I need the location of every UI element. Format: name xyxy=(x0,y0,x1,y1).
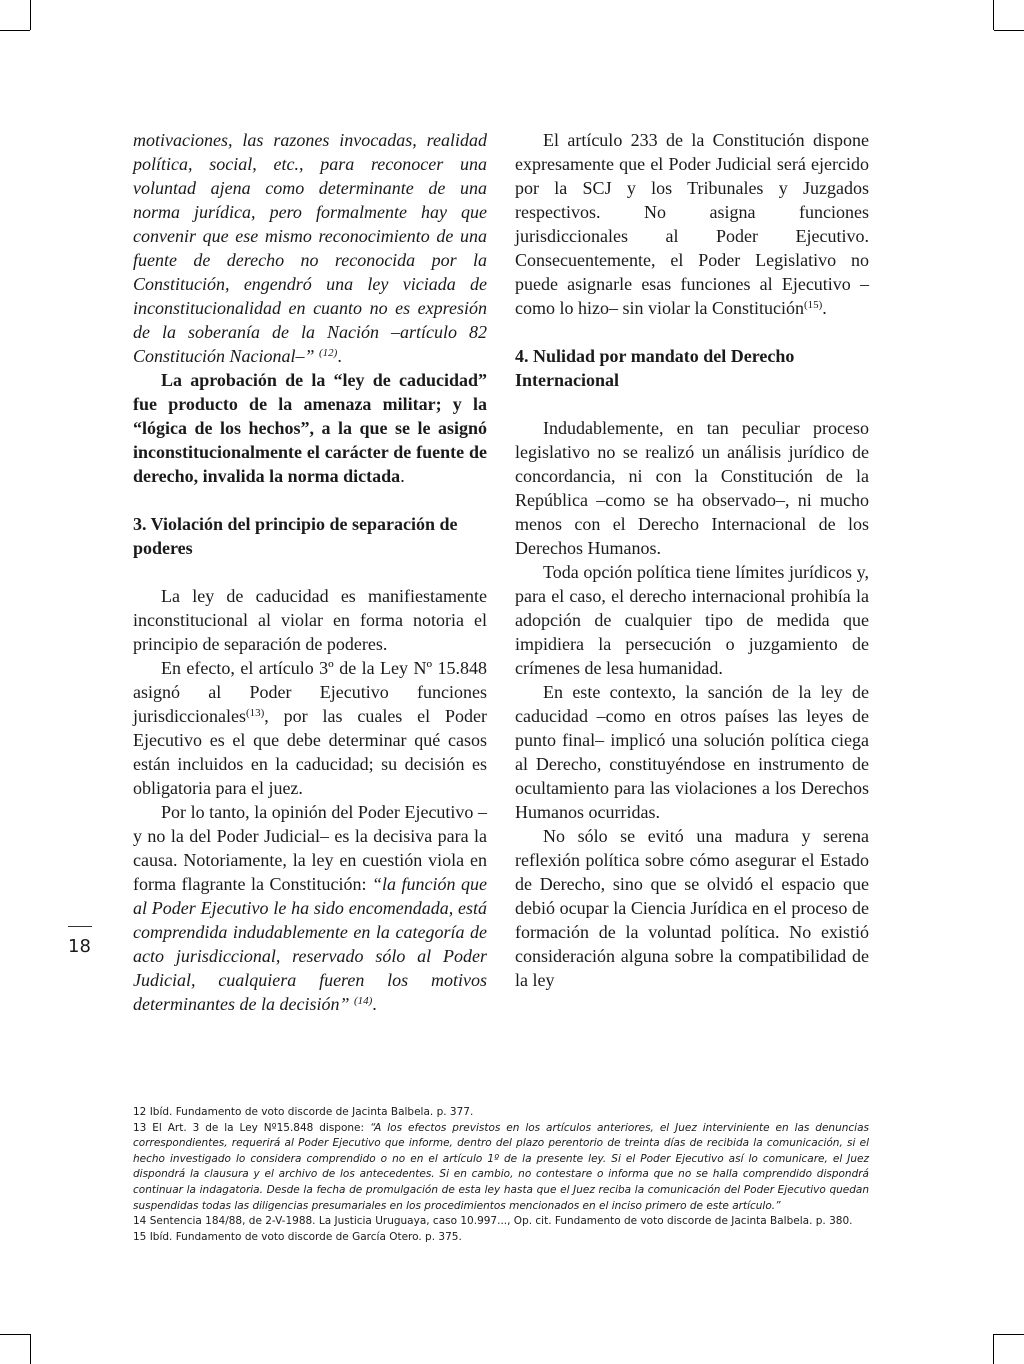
punct: . xyxy=(822,298,827,318)
text: Por lo tanto, la opinión del Poder Ejecutivo –y no la del Poder Judicial– es la decisiva para la causa. Notoriamente, la ley en cuestión viola en forma flagrante la Constitución: xyxy=(133,802,487,894)
section-heading: 3. Violación del principio de separación de poderes xyxy=(133,514,458,558)
punct: . xyxy=(372,994,377,1014)
quote-text: “la función que al Poder Ejecutivo le ha sido encomendada, está comprendida indudablemente en la categoría de acto jurisdiccional, reservado sólo al Poder Judicial, cualquiera fueren los motivos determinantes de la decisión” xyxy=(133,874,487,1014)
right-column xyxy=(515,128,869,992)
quote-text: motivaciones, las razones invocadas, realidad política, social, etc., para reconocer una voluntad ajena como determinante de una norma jurídica, pero formalmente hay que convenir que ese mismo reconocimiento de una fuente de derecho no reconocida por la Constitución, engendró una ley viciada de inconstitucionalidad en cuanto no es expresión de la soberanía de la Nación –artículo 82 Constitución Nacional–” xyxy=(133,130,487,366)
crop-mark xyxy=(30,1334,31,1364)
bold-text: La aprobación de la “ley de caducidad” fue producto de la amenaza militar; y la “lógica de los hechos”, a la que se le asignó inconstitucionalmente el carácter de fuente de derecho, invalida la norma dictada xyxy=(133,370,487,486)
paragraph: Toda opción política tiene límites jurídicos y, para el caso, el derecho internacional prohibía la adopción de cualquier tipo de medida que impidiera la persecución o juzgamiento de crímenes de lesa humanidad. xyxy=(515,562,869,678)
text: 13 El Art. 3 de la Ley Nº15.848 dispone: xyxy=(133,1121,370,1134)
quote-text: “A los efectos previstos en los artículos anteriores, el Juez interviniente en las denuncias correspondientes, requerirá al Poder Ejecutivo que informe, dentro del plazo perentorio de treinta días de recibida la comunicación, si el hecho investigado lo considera comprendido o no en el artículo 1º de la presente ley. Si el Poder Ejecutivo así lo comunicare, el Juez dispondrá la clausura y el archivo de los antecedentes. Si en cambio, no contestare o informa que no se halla comprendido dispondrá continuar la indagatoria. Desde la fecha de promulgación de esta ley hasta que el Juez reciba la comunicación del Poder Ejecutivo quedan suspendidas todas las diligencias presumariales en los procedimientos mencionados en el inciso primero de este artículo.” xyxy=(133,1121,869,1212)
crop-mark xyxy=(0,30,30,31)
text: , por las cuales el Poder Ejecutivo es el que debe determinar qué casos están incluidos en la caducidad; su decisión es obligatoria para el juez. xyxy=(133,706,487,798)
footnote-13 xyxy=(133,1121,869,1215)
punct: . xyxy=(400,466,405,486)
section-heading: 4. Nulidad por mandato del Derecho Internacional xyxy=(515,346,795,390)
footnotes xyxy=(133,1105,869,1245)
paragraph: La ley de caducidad es manifiestamente inconstitucional al violar en forma notoria el principio de separación de poderes. xyxy=(133,586,487,654)
footnote-15: 15 Ibíd. Fundamento de voto discorde de García Otero. p. 375. xyxy=(133,1230,462,1243)
crop-mark xyxy=(30,0,31,30)
paragraph xyxy=(133,656,487,800)
paragraph: No sólo se evitó una madura y serena reflexión política sobre cómo asegurar el Estado de Derecho, sino que se olvidó el espacio que debió ocupar la Ciencia Jurídica en el proceso de formación de la voluntad política. No existió consideración alguna sobre la compatibilidad de la ley xyxy=(515,826,869,990)
page-number-rule xyxy=(68,926,92,927)
paragraph xyxy=(133,128,487,368)
footnote-ref[interactable]: (13) xyxy=(245,707,265,719)
page-number: 18 xyxy=(68,936,91,957)
paragraph xyxy=(133,800,487,1016)
paragraph xyxy=(133,368,487,488)
footnote-ref[interactable]: (15) xyxy=(803,299,823,311)
footnote-12: 12 Ibíd. Fundamento de voto discorde de Jacinta Balbela. p. 377. xyxy=(133,1106,474,1118)
crop-mark xyxy=(0,1334,30,1335)
crop-mark xyxy=(994,30,1024,31)
punct: . xyxy=(337,346,342,366)
footnote-14: 14 Sentencia 184/88, de 2-V-1988. La Justicia Uruguaya, caso 10.997..., Op. cit. Fundamento de voto discorde de Jacinta Balbela. p. 380. xyxy=(133,1215,853,1228)
text: En efecto, el artículo 3º de la Ley Nº 15.848 asignó al Poder Ejecutivo funciones jurisdiccionales xyxy=(133,658,487,726)
crop-mark xyxy=(993,1334,994,1364)
paragraph xyxy=(515,128,869,320)
footnote-ref[interactable]: (14) xyxy=(353,995,373,1007)
crop-mark xyxy=(993,0,994,30)
left-column xyxy=(133,128,487,1016)
text: El artículo 233 de la Constitución dispone expresamente que el Poder Judicial será ejercido por la SCJ y los Tribunales y Juzgados respectivos. No asigna funciones jurisdiccionales al Poder Ejecutivo. Consecuentemente, el Poder Legislativo no puede asignarle esas funciones al Ejecutivo –como lo hizo– sin violar la Constitución xyxy=(515,130,869,318)
paragraph: Indudablemente, en tan peculiar proceso legislativo no se realizó un análisis jurídico de concordancia, ni con la Constitución de la República –como se ha observado–, ni mucho menos con el Derecho Internacional de los Derechos Humanos. xyxy=(515,418,869,558)
crop-mark xyxy=(994,1334,1024,1335)
footnote-ref[interactable]: (12) xyxy=(319,347,338,359)
paragraph: En este contexto, la sanción de la ley de caducidad –como en otros países las leyes de punto final– implicó una solución política ciega al Derecho, constituyéndose en instrumento de ocultamiento para las violaciones a los Derechos Humanos ocurridas. xyxy=(515,682,869,822)
